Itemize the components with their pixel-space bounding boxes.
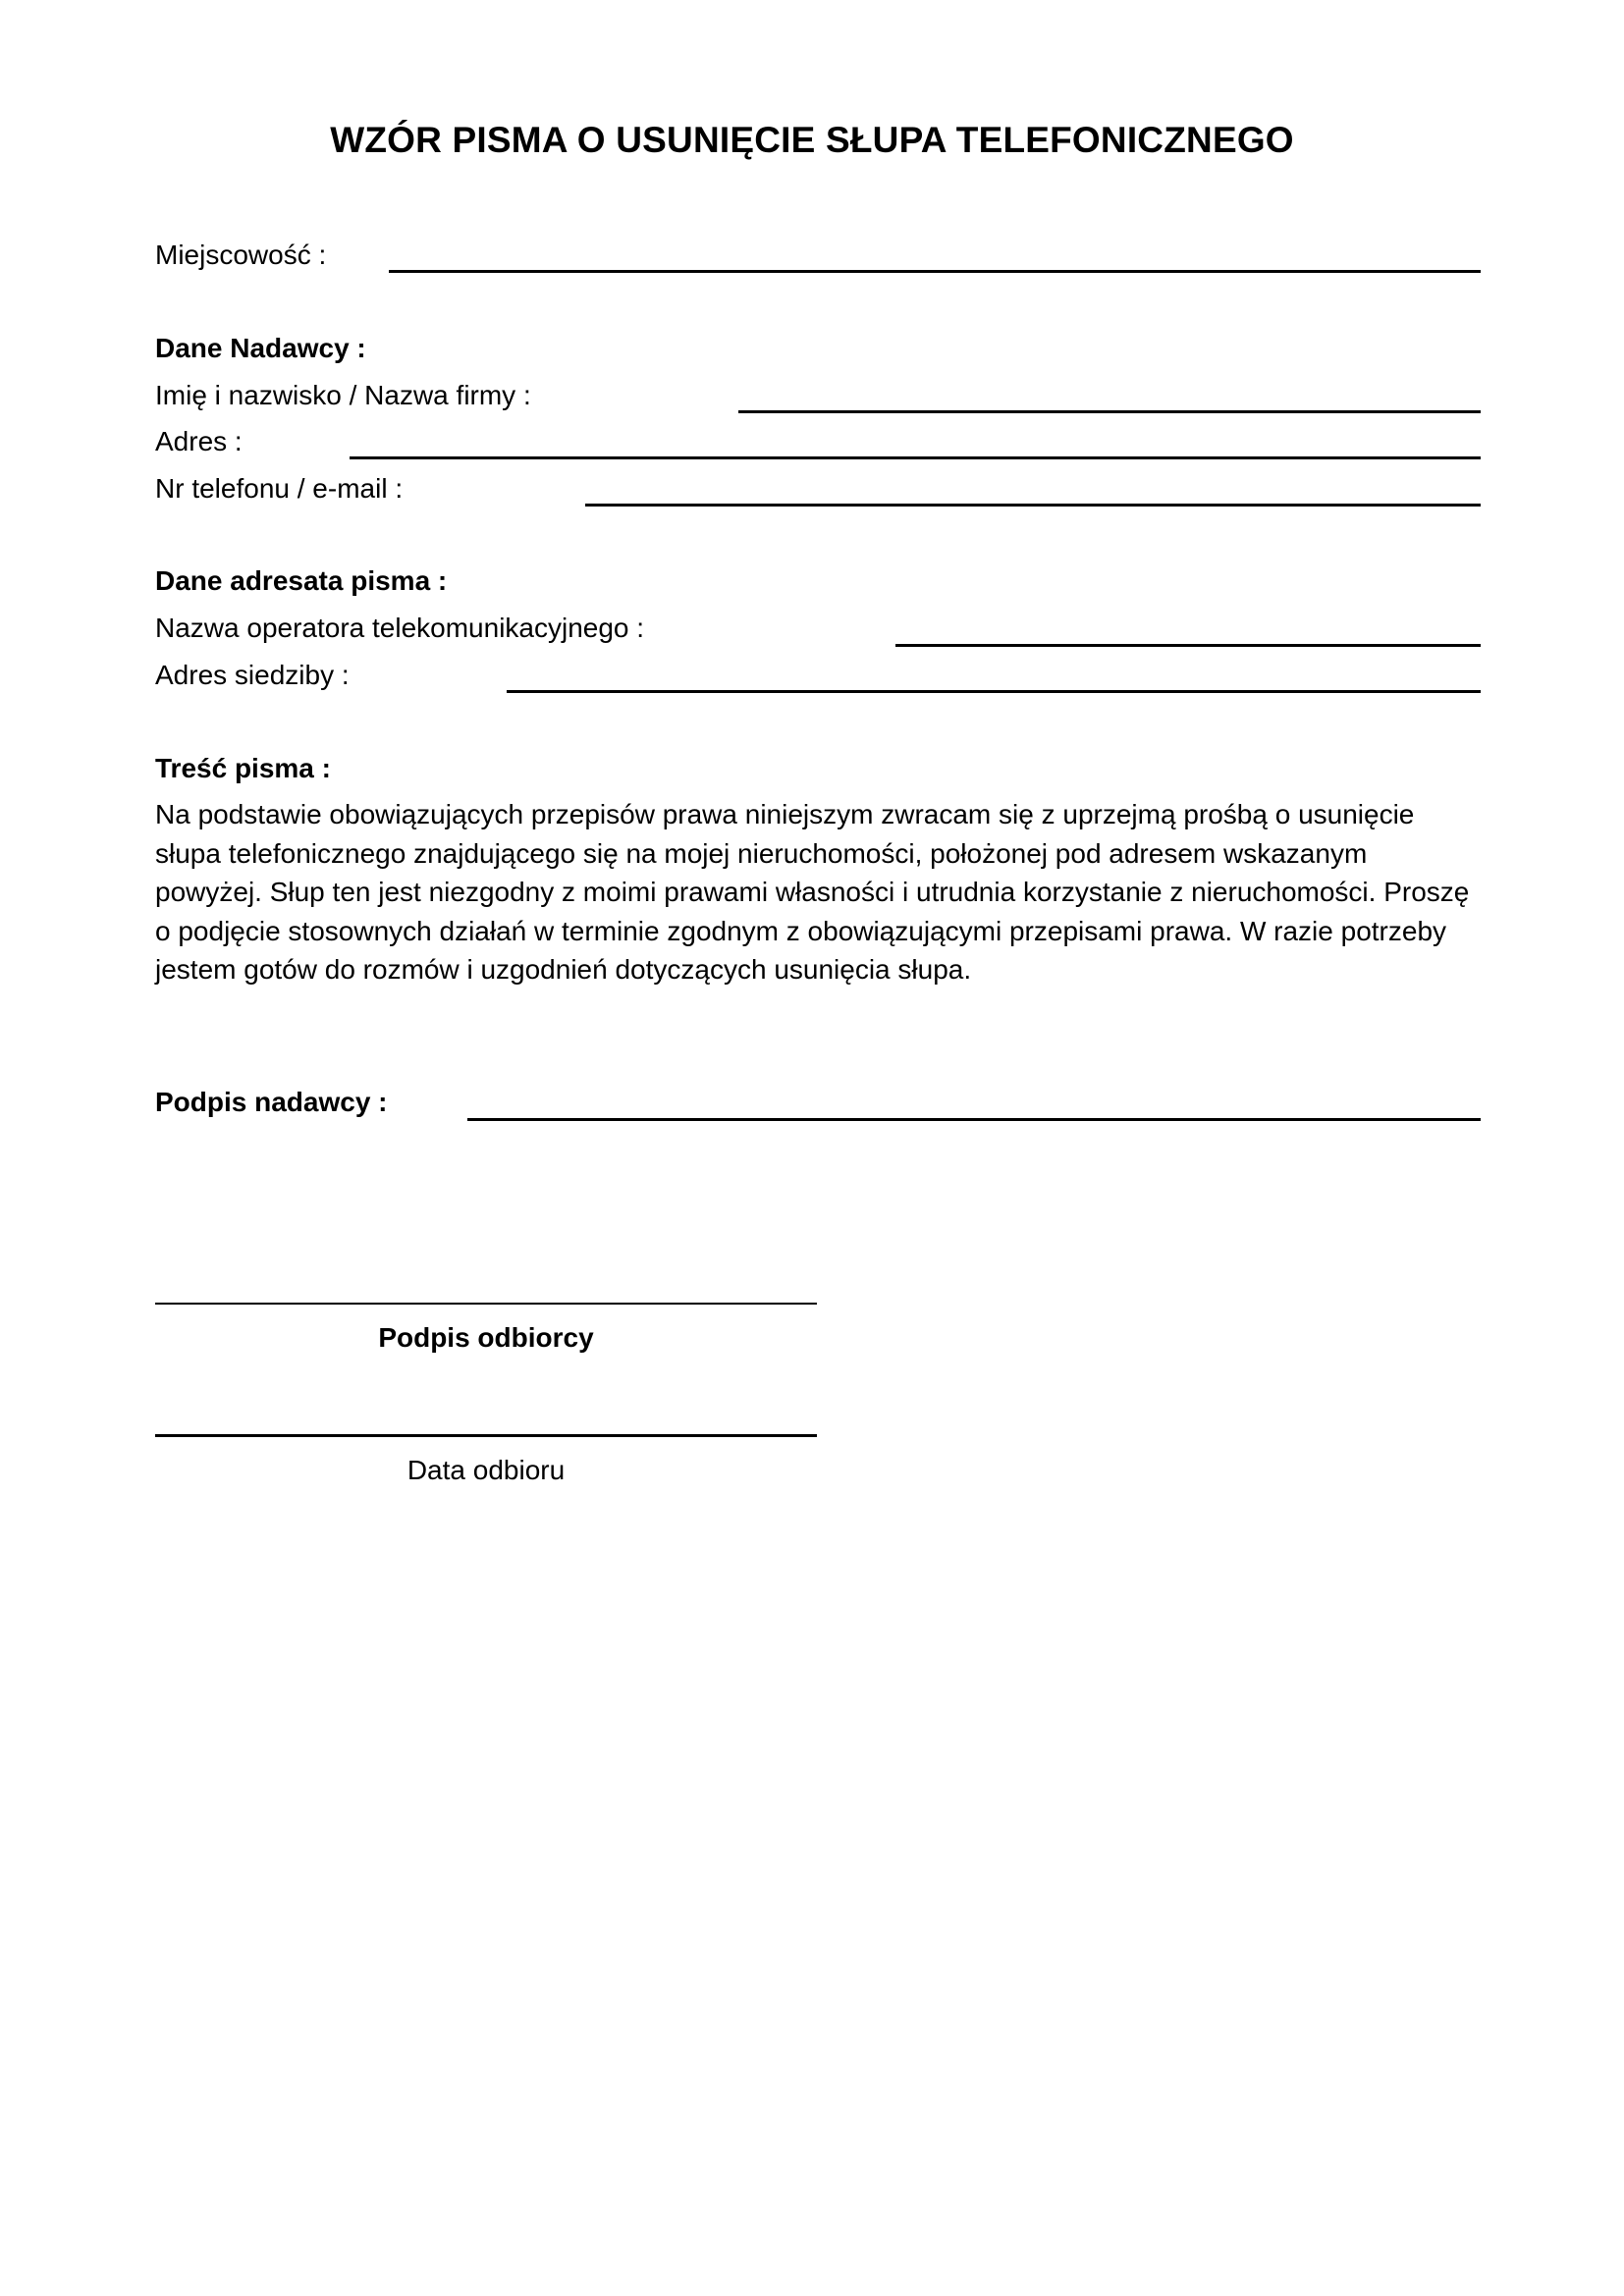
recipient-signature-label: Podpis odbiorcy bbox=[378, 1322, 594, 1353]
receipt-date-label: Data odbioru bbox=[406, 1455, 566, 1485]
recipient-address-field-line[interactable] bbox=[507, 690, 1481, 693]
recipient-signature-line[interactable] bbox=[155, 1303, 817, 1305]
content-heading: Treść pisma : bbox=[155, 753, 331, 783]
sender-address-field-line[interactable] bbox=[350, 456, 1481, 459]
receipt-date-line[interactable] bbox=[155, 1434, 817, 1437]
place-field-line[interactable] bbox=[389, 270, 1481, 273]
recipient-operator-field-line[interactable] bbox=[895, 644, 1481, 647]
recipient-address-label: Adres siedziby : bbox=[155, 660, 350, 690]
sender-signature-label: Podpis nadawcy : bbox=[155, 1087, 388, 1117]
content-body: Na podstawie obowiązujących przepisów prawa niniejszym zwracam się z uprzejmą prośbą o usunięcie słupa telefonicznego znajdującego się na mojej nieruchomości, położonej pod adresem wskazanym powyżej. Słup ten jest niezgodny z moimi prawami własności i utrudnia korzystanie z nieruchomości. Proszę o podjęcie stosownych działań w terminie zgodnym z obowiązującymi przepisami prawa. W razie potrzeby jestem gotów do rozmów i uzgodnień dotyczących usunięcia słupa. bbox=[155, 799, 1470, 985]
sender-address-label: Adres : bbox=[155, 426, 243, 456]
place-label: Miejscowość : bbox=[155, 240, 327, 270]
recipient-operator-label: Nazwa operatora telekomunikacyjnego : bbox=[155, 613, 645, 643]
sender-contact-label: Nr telefonu / e-mail : bbox=[155, 473, 404, 504]
sender-name-field-line[interactable] bbox=[738, 410, 1481, 413]
sender-heading: Dane Nadawcy : bbox=[155, 333, 366, 363]
sender-name-label: Imię i nazwisko / Nazwa firmy : bbox=[155, 380, 531, 410]
sender-contact-field-line[interactable] bbox=[585, 504, 1481, 507]
recipient-heading: Dane adresata pisma : bbox=[155, 565, 448, 596]
document-title: WZÓR PISMA O USUNIĘCIE SŁUPA TELEFONICZNEGO bbox=[330, 120, 1294, 160]
sender-signature-line[interactable] bbox=[467, 1118, 1481, 1121]
